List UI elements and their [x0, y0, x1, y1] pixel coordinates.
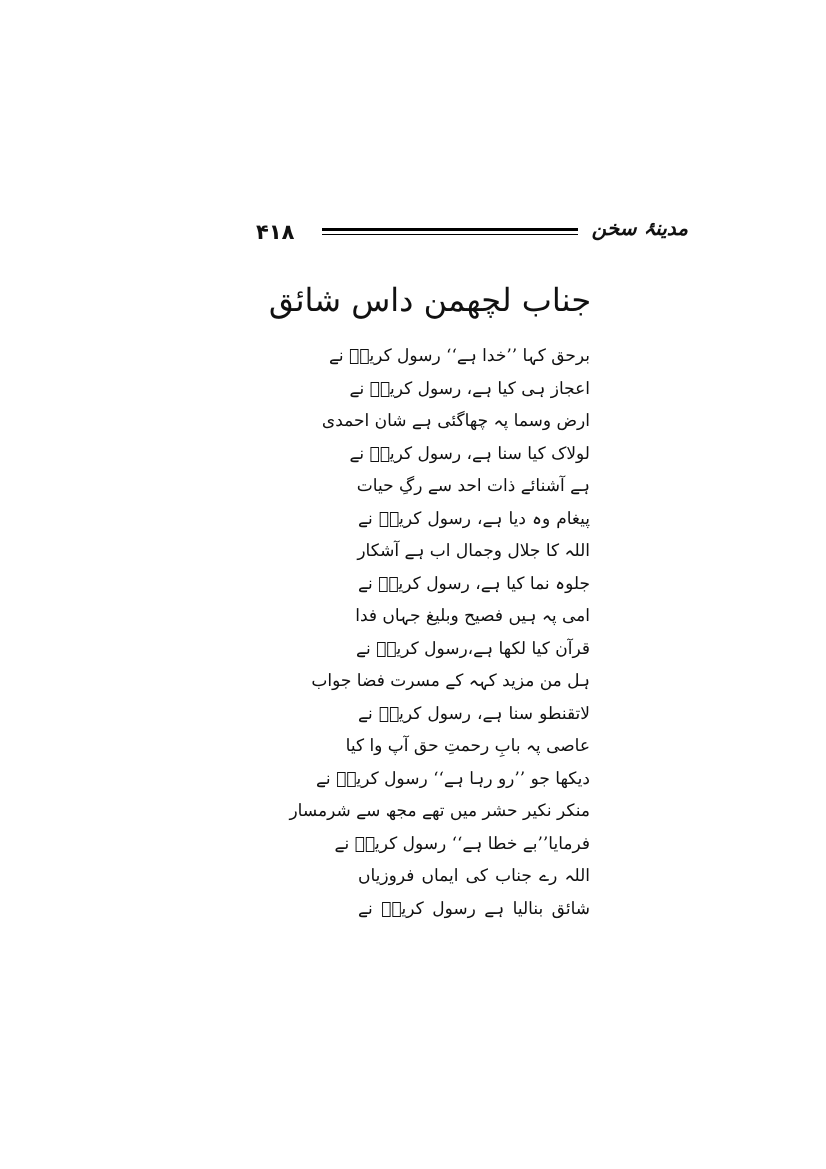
page-number: ۴۱۸: [256, 220, 295, 244]
verse-line: امی پہ ہیں فصیح وبلیغ جہاں فدا: [355, 606, 590, 626]
verse-line: فرمایا’’بے خطا ہے‘‘ رسول کریمؐ نے: [334, 833, 590, 854]
poem-title: جناب لچھمن داس شائق: [268, 281, 592, 319]
verse-line: دیکھا جو ’’رو رہا ہے‘‘ رسول کریمؐ نے: [315, 768, 590, 789]
verse-line: برحق کہا ’’خدا ہے‘‘ رسول کریمؐ نے: [328, 346, 590, 366]
verse-line: لولاک کیا سنا ہے، رسول کریمؐ نے: [349, 443, 590, 464]
verse-line: شائق بنالیا ہے رسول کریمؐ نے: [358, 898, 590, 919]
verse-line: عاصی پہ بابِ رحمتِ حق آپ وا کیا: [345, 736, 590, 756]
verse-line: اعجاز ہی کیا ہے، رسول کریمؐ نے: [349, 378, 590, 399]
verse-line: اللہ رے جناب کی ایماں فروزیاں: [358, 866, 590, 886]
verse-line: جلوہ نما کیا ہے، رسول کریمؐ نے: [358, 573, 590, 594]
verse-line: ارض وسما پہ چھاگئی ہے شان احمدی: [321, 411, 590, 431]
verse-line: منکر نکیر حشر میں تھے مجھ سے شرمسار: [289, 801, 590, 821]
verse-line: قرآن کیا لکھا ہے،رسول کریمؐ نے: [355, 638, 590, 659]
book-title: مدینۂ سخن: [591, 216, 688, 240]
verse-line: اللہ کا جلال وجمال اب ہے آشکار: [357, 541, 590, 561]
header-rule-thick: [322, 228, 578, 231]
verse-line: ہے آشنائے ذات احد سے رگِ حیات: [356, 476, 590, 496]
verse-line: لاتقنطو سنا ہے، رسول کریمؐ نے: [358, 703, 590, 724]
running-header: [230, 218, 690, 254]
verse-line: ہل من مزید کہہ کے مسرت فضا جواب: [311, 671, 590, 691]
header-rule-thin: [322, 234, 578, 235]
poem-verses: [289, 340, 590, 925]
verse-line: پیغام وہ دیا ہے، رسول کریمؐ نے: [358, 508, 590, 529]
